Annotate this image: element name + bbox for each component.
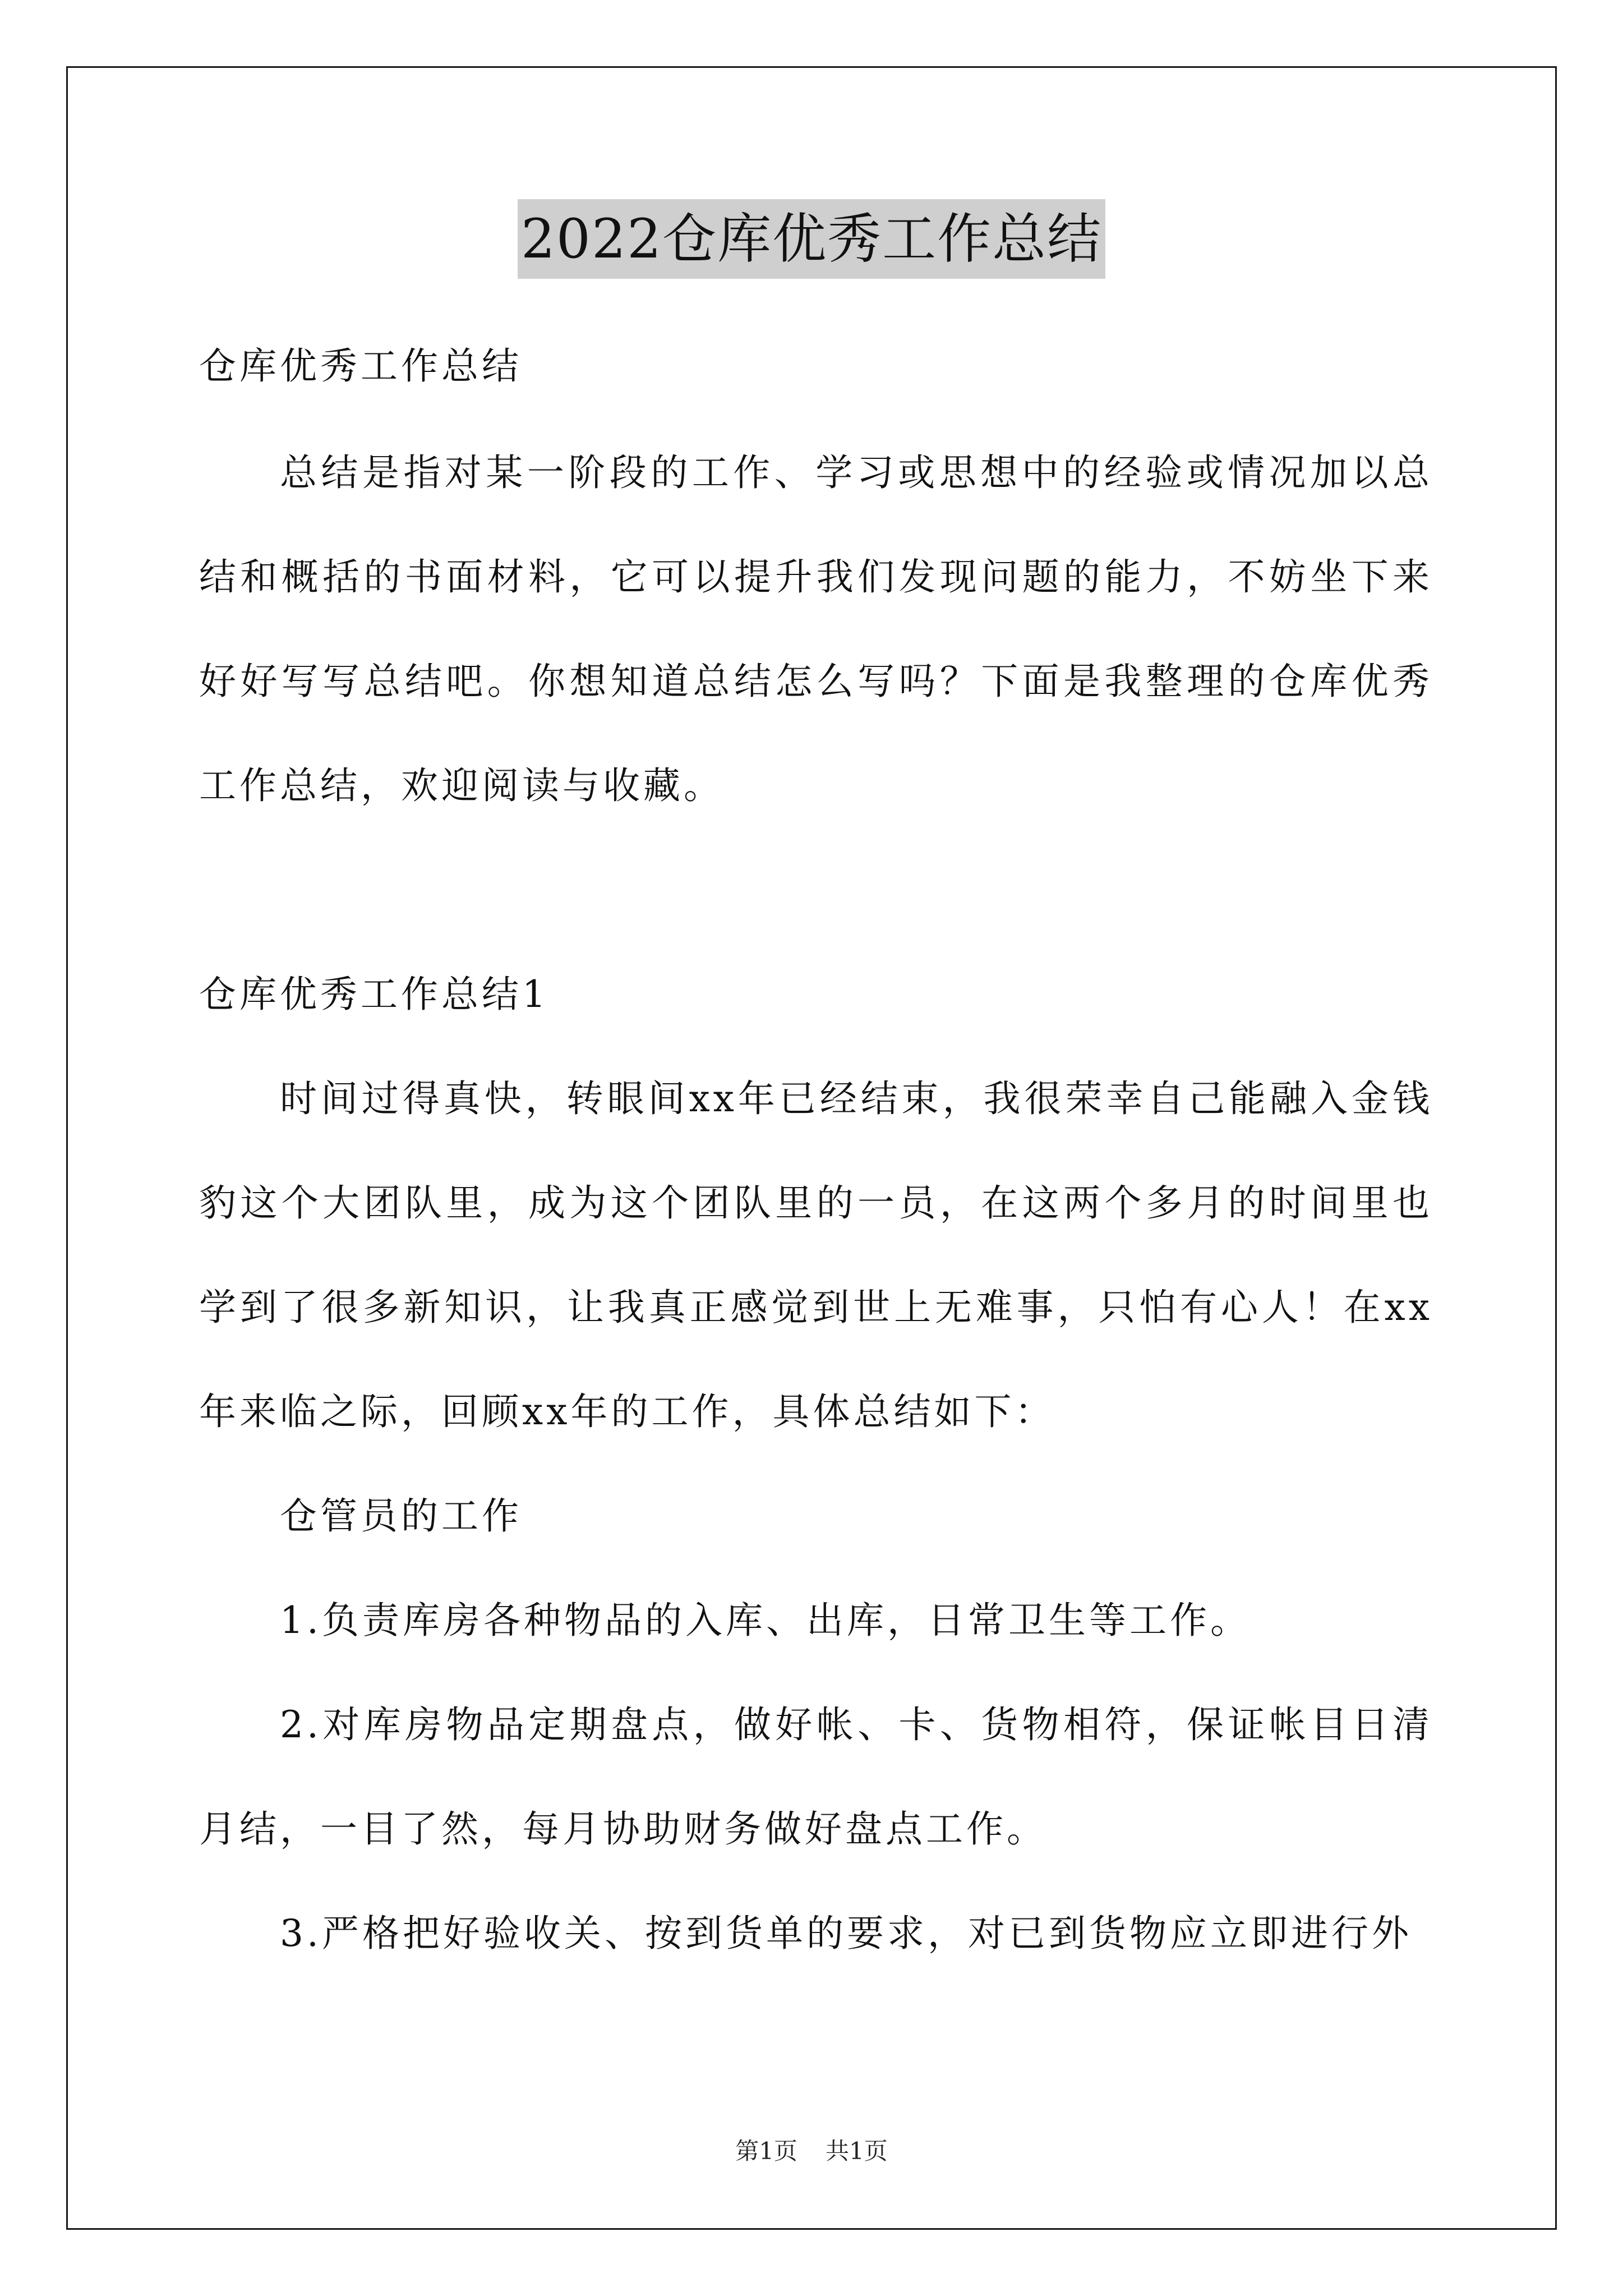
section1-paragraph: 时间过得真快，转眼间xx年已经结束，我很荣幸自己能融入金钱豹这个大团队里，成为这个团队里的一员，在这两个多月的时间里也学到了很多新知识，让我真正感觉到世上无难事，只怕有心人！在xx年来临之际，回顾xx年的工作，具体总结如下： (199, 1077, 1433, 1433)
duty-item-2: 2.对库房物品定期盘点，做好帐、卡、货物相符，保证帐目日清月结，一目了然，每月协助财务做好盘点工作。 (199, 1703, 1433, 1851)
document-body (199, 314, 1433, 1986)
spacer (199, 838, 1433, 942)
duties-heading: 仓管员的工作 (280, 1494, 522, 1538)
title-container (0, 199, 1623, 279)
duty-item-1: 1.负责库房各种物品的入库、出库，日常卫生等工作。 (280, 1599, 1251, 1642)
intro-paragraph: 总结是指对某一阶段的工作、学习或思想中的经验或情况加以总结和概括的书面材料，它可以提升我们发现问题的能力，不妨坐下来好好写写总结吧。你想知道总结怎么写吗？下面是我整理的仓库优秀工作总结，欢迎阅读与收藏。 (199, 451, 1433, 807)
page-total: 共1页 (826, 2137, 888, 2165)
page-number: 第1页 (735, 2137, 797, 2165)
subtitle: 仓库优秀工作总结 (199, 344, 522, 388)
section1-heading: 仓库优秀工作总结1 (199, 973, 549, 1016)
duty-item-3: 3.严格把好验收关、按到货单的要求，对已到货物应立即进行外 (280, 1912, 1412, 1955)
document-title: 2022仓库优秀工作总结 (518, 199, 1105, 279)
page-footer (0, 2134, 1623, 2168)
